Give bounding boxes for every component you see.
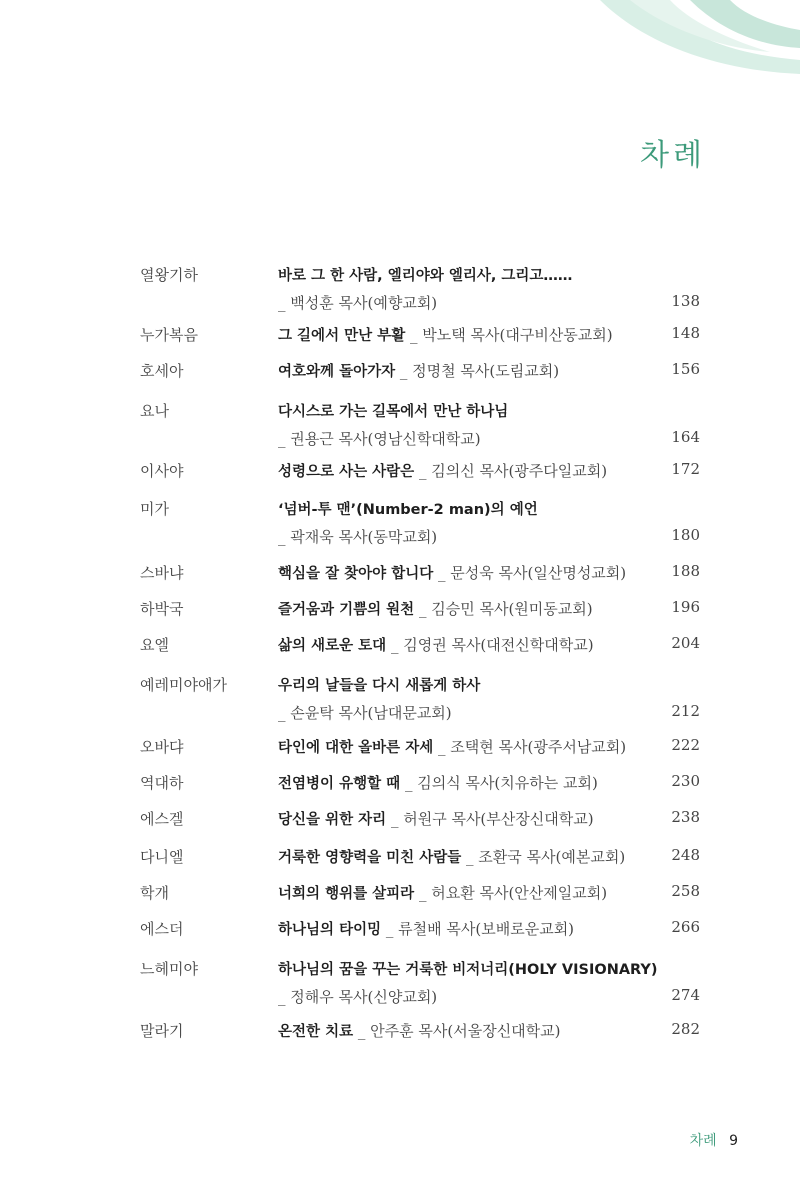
toc-sermon-title: 거룩한 영향력을 미친 사람들 bbox=[278, 850, 462, 866]
toc-book-name: 말라기 bbox=[140, 1022, 184, 1040]
toc-separator: _ bbox=[438, 564, 446, 582]
toc-book-name: 요엘 bbox=[140, 636, 169, 654]
toc-separator: _ bbox=[466, 848, 474, 866]
toc-sermon-title: 전염병이 유행할 때 bbox=[278, 776, 401, 792]
toc-separator: _ bbox=[278, 704, 286, 722]
toc-author: 백성훈 목사(예향교회) bbox=[290, 294, 438, 312]
toc-page-number: 138 bbox=[671, 292, 700, 310]
toc-author: 허요환 목사(안산제일교회) bbox=[431, 884, 608, 902]
toc-book-name: 이사야 bbox=[140, 462, 184, 480]
toc-author: 류철배 목사(보배로운교회) bbox=[398, 920, 575, 938]
toc-sermon-title: 삶의 새로운 토대 bbox=[278, 638, 387, 654]
toc-page-number: 230 bbox=[671, 772, 700, 790]
toc-author: 김의신 목사(광주다일교회) bbox=[431, 462, 608, 480]
toc-book-name: 미가 bbox=[140, 500, 169, 518]
footer-section-label: 차례 bbox=[689, 1133, 717, 1149]
page-footer bbox=[690, 1130, 738, 1150]
toc-author: 곽재욱 목사(동막교회) bbox=[290, 528, 438, 546]
toc-separator: _ bbox=[418, 884, 427, 902]
toc-author: 김승민 목사(원미동교회) bbox=[431, 600, 593, 618]
toc-book-name: 학개 bbox=[140, 884, 169, 902]
toc-separator: _ bbox=[357, 1022, 366, 1040]
toc-separator: _ bbox=[404, 774, 413, 792]
toc-sermon-title: 너희의 행위를 살피라 bbox=[278, 886, 415, 902]
toc-separator: _ bbox=[418, 600, 427, 618]
toc-author: 정명철 목사(도림교회) bbox=[412, 362, 560, 380]
toc-page-number: 196 bbox=[671, 598, 700, 616]
toc-book-name: 다니엘 bbox=[140, 848, 184, 866]
toc-book-name: 호세아 bbox=[140, 362, 184, 380]
toc-author: 문성욱 목사(일산명성교회) bbox=[450, 564, 627, 582]
toc-page-number: 266 bbox=[671, 918, 700, 936]
toc-separator: _ bbox=[278, 294, 286, 312]
toc-sermon-title: 하나님의 타이밍 bbox=[278, 922, 382, 938]
toc-author: 안주훈 목사(서울장신대학교) bbox=[370, 1022, 561, 1040]
toc-page-number: 258 bbox=[671, 882, 700, 900]
toc-separator: _ bbox=[418, 462, 427, 480]
toc-author: 박노택 목사(대구비산동교회) bbox=[422, 326, 613, 344]
toc-book-name: 요나 bbox=[140, 402, 169, 420]
toc-book-name: 하박국 bbox=[140, 600, 184, 618]
toc-book-name: 열왕기하 bbox=[140, 266, 198, 284]
toc-book-name: 오바댜 bbox=[140, 738, 184, 756]
toc-author: 정해우 목사(신양교회) bbox=[290, 988, 438, 1006]
toc-page-number: 180 bbox=[671, 526, 700, 544]
toc-separator: _ bbox=[278, 988, 286, 1006]
toc-sermon-title: 바로 그 한 사람, 엘리야와 엘리사, 그리고…… bbox=[278, 268, 573, 284]
toc-page-number: 238 bbox=[671, 808, 700, 826]
toc-page-number: 164 bbox=[671, 428, 700, 446]
toc-page-number: 156 bbox=[671, 360, 700, 378]
toc-sermon-title: 성령으로 사는 사람은 bbox=[278, 464, 415, 480]
toc-author: 권용근 목사(영남신학대학교) bbox=[290, 430, 481, 448]
brush-stroke-decoration bbox=[570, 0, 800, 110]
toc-author: 손윤탁 목사(남대문교회) bbox=[290, 704, 452, 722]
toc-separator: _ bbox=[385, 920, 394, 938]
toc-page-number: 188 bbox=[671, 562, 700, 580]
toc-sermon-title: 다시스로 가는 길목에서 만난 하나님 bbox=[278, 404, 509, 420]
toc-separator: _ bbox=[399, 362, 408, 380]
toc-sermon-title: 우리의 날들을 다시 새롭게 하사 bbox=[278, 678, 481, 694]
toc-book-name: 누가복음 bbox=[140, 326, 198, 344]
toc-separator: _ bbox=[409, 326, 418, 344]
toc-sermon-title: 핵심을 잘 찾아야 합니다 bbox=[278, 566, 434, 582]
toc-page-number: 204 bbox=[671, 634, 700, 652]
footer-page-number: 9 bbox=[729, 1133, 738, 1149]
toc-book-name: 에스겔 bbox=[140, 810, 184, 828]
toc-page-number: 222 bbox=[671, 736, 700, 754]
toc-sermon-title: ‘넘버-투 맨’(Number-2 man)의 예언 bbox=[278, 502, 538, 518]
toc-separator: _ bbox=[438, 738, 446, 756]
toc-author: 조환국 목사(예본교회) bbox=[478, 848, 626, 866]
toc-sermon-title: 타인에 대한 올바른 자세 bbox=[278, 740, 434, 756]
toc-book-name: 예레미야애가 bbox=[140, 676, 227, 694]
toc-sermon-title: 온전한 치료 bbox=[278, 1024, 354, 1040]
toc-page-number: 274 bbox=[671, 986, 700, 1004]
toc-sermon-title: 그 길에서 만난 부활 bbox=[278, 328, 406, 344]
toc-author: 조택현 목사(광주서남교회) bbox=[450, 738, 627, 756]
toc-sermon-title: 당신을 위한 자리 bbox=[278, 812, 387, 828]
toc-page-number: 248 bbox=[671, 846, 700, 864]
toc-sermon-title: 하나님의 꿈을 꾸는 거룩한 비저너리(HOLY VISIONARY) bbox=[278, 962, 658, 978]
toc-separator: _ bbox=[278, 528, 286, 546]
toc-page-number: 282 bbox=[671, 1020, 700, 1038]
toc-sermon-title: 즐거움과 기쁨의 원천 bbox=[278, 602, 415, 618]
toc-page-number: 212 bbox=[671, 702, 700, 720]
toc-sermon-title: 여호와께 돌아가자 bbox=[278, 364, 396, 380]
toc-separator: _ bbox=[390, 810, 399, 828]
toc-page-number: 148 bbox=[671, 324, 700, 342]
toc-separator: _ bbox=[390, 636, 399, 654]
toc-page-number: 172 bbox=[671, 460, 700, 478]
toc-author: 김의식 목사(치유하는 교회) bbox=[417, 774, 598, 792]
toc-book-name: 느헤미야 bbox=[140, 960, 198, 978]
toc-book-name: 스바냐 bbox=[140, 564, 184, 582]
page-title: 차례 bbox=[640, 138, 706, 173]
toc-book-name: 역대하 bbox=[140, 774, 184, 792]
toc-book-name: 에스더 bbox=[140, 920, 184, 938]
toc-separator: _ bbox=[278, 430, 286, 448]
toc-author: 허원구 목사(부산장신대학교) bbox=[403, 810, 594, 828]
toc-author: 김영권 목사(대전신학대학교) bbox=[403, 636, 594, 654]
